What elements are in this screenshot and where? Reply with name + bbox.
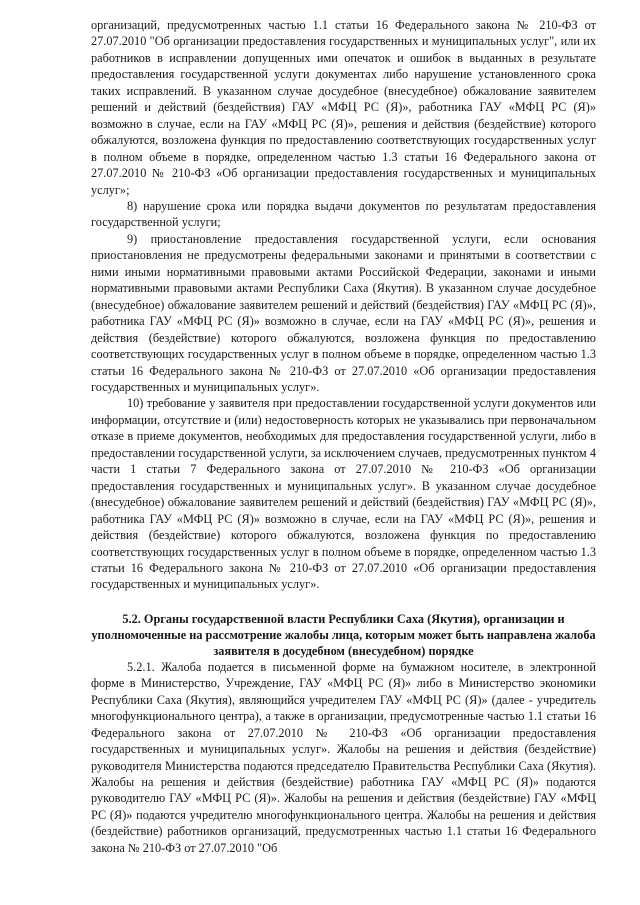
paragraph-continuation: организаций, предусмотренных частью 1.1 статьи 16 Федерального закона № 210-ФЗ от 27.07.2010 "Об организации предоставления государственных и муниципальных услуг", или их работников в исправлении допущенных ими опечаток и ошибок в выданных в результате предоставления государственной услуги документах либо нарушение установленного срока таких исправлений. В указанном случае досудебное (внесудебное) обжалование заявителем решений и действий (бездействия) ГАУ «МФЦ РС (Я)», работника ГАУ «МФЦ РС (Я)» возможно в случае, если на ГАУ «МФЦ РС (Я)», решения и действия (бездействие) которого обжалуются, возложена функция по предоставлению соответствующих государственных услуг в полном объеме в порядке, определенном частью 1.3 статьи 16 Федерального закона от 27.07.2010 № 210-ФЗ «Об организации предоставления государственных и муниципальных услуг»; — [91, 18, 596, 197]
paragraph-5-2-1: 5.2.1. Жалоба подается в письменной форме на бумажном носителе, в электронной форме в Министерство, Учреждение, ГАУ «МФЦ РС (Я)» либо в Министерство экономики Республики Саха (Якутия), являющийся учредителем ГАУ «МФЦ РС (Я)» (далее - учредитель многофункционального центра), а также в организации, предусмотренные частью 1.1 статьи 16 Федерального закона от 27.07.2010 № 210-ФЗ «Об организации предоставления государственных и муниципальных услуг». Жалобы на решения и действия (бездействие) руководителя Министерства подаются председателю Правительства Республики Саха (Якутия). Жалобы на решения и действия (бездействие) работника ГАУ «МФЦ РС (Я)» подаются руководителю ГАУ «МФЦ РС (Я)». Жалобы на решения и действия (бездействие) ГАУ «МФЦ РС (Я)» подаются учредителю многофункционального центра. Жалобы на решения и действия (бездействие) работников организаций, предусмотренных частью 1.1 статьи 16 Федерального закона № 210-ФЗ от 27.07.2010 "Об — [91, 659, 596, 855]
document-page — [91, 17, 596, 856]
paragraph-item-9: 9) приостановление предоставления государственной услуги, если основания приостановления не предусмотрены федеральными законами и принятыми в соответствии с ними иными нормативными правовыми актами Российской Федерации, законами и иными нормативными правовыми актами Республики Саха (Якутия). В указанном случае досудебное (внесудебное) обжалование заявителем решений и действий (бездействия) ГАУ «МФЦ РС (Я)», работника ГАУ «МФЦ РС (Я)» возможно в случае, если на ГАУ «МФЦ РС (Я)», решения и действия (бездействие) которого обжалуются, возложена функция по предоставлению соответствующих государственных услуг в полном объеме в порядке, определенном частью 1.3 статьи 16 Федерального закона № 210-ФЗ от 27.07.2010 «Об организации предоставления государственных и муниципальных услуг». — [91, 231, 596, 394]
paragraph-item-8: 8) нарушение срока или порядка выдачи документов по результатам предоставления государственной услуги; — [91, 198, 596, 230]
section-heading-5-2: 5.2. Органы государственной власти Республики Саха (Якутия), организации и уполномоченные на рассмотрение жалобы лица, которым может быть направлена жалоба заявителя в досудебном (внесудебном) порядке — [91, 611, 596, 658]
paragraph-item-10: 10) требование у заявителя при предоставлении государственной услуги документов или информации, отсутствие и (или) недостоверность которых не указывались при первоначальном отказе в приеме документов, необходимых для предоставления государственной услуги, либо в предоставлении государственной услуги, за исключением случаев, предусмотренных пунктом 4 части 1 статьи 7 Федерального закона от 27.07.2010 № 210-ФЗ «Об организации предоставления государственных и муниципальных услуг». В указанном случае досудебное (внесудебное) обжалование заявителем решений и действий (бездействия) ГАУ «МФЦ РС (Я)», работника ГАУ «МФЦ РС (Я)» возможно в случае, если на ГАУ «МФЦ РС (Я)», решения и действия (бездействие) которого обжалуются, возложена функция по предоставлению соответствующих государственных услуг в полном объеме в порядке, определенном частью 1.3 статьи 16 Федерального закона № 210-ФЗ от 27.07.2010 «Об организации предоставления государственных и муниципальных услуг». — [91, 396, 596, 592]
